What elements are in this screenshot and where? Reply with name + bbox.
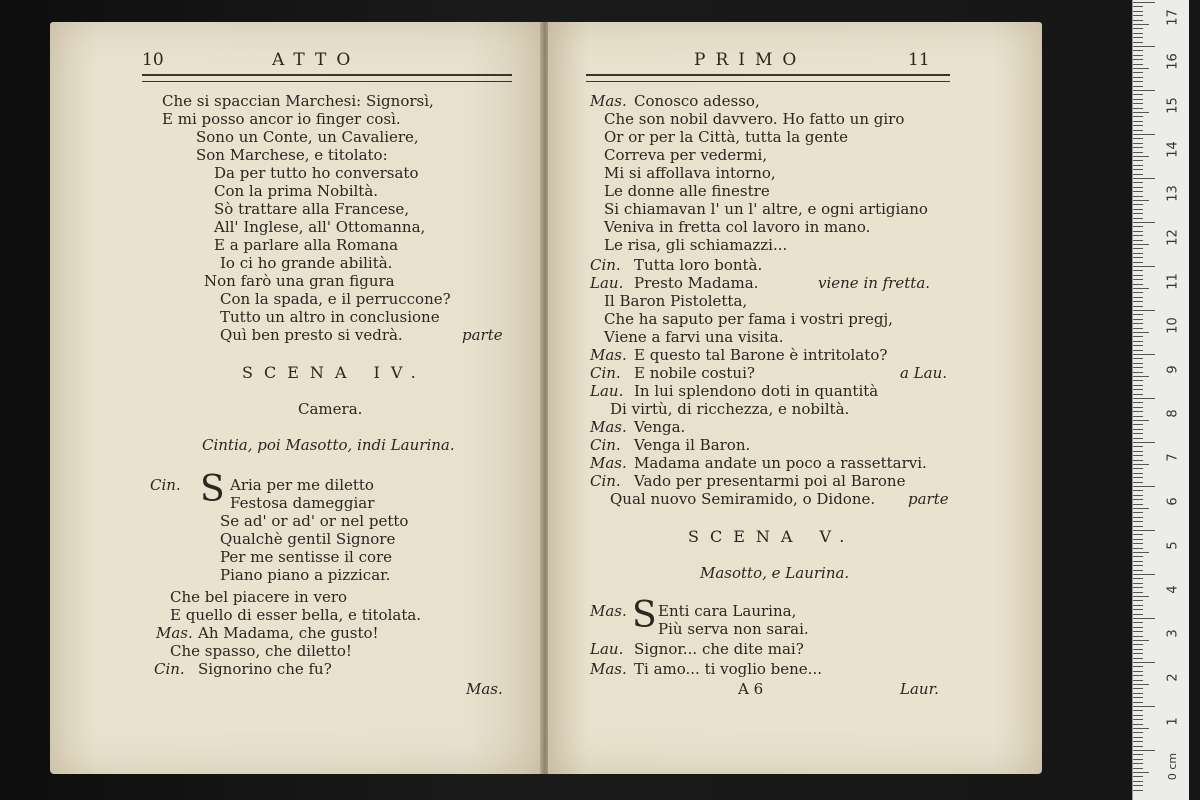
ruler-tick bbox=[1133, 680, 1143, 681]
ruler-number: 3 bbox=[1165, 629, 1181, 638]
dialogue-line: Ah Madama, che gusto! bbox=[198, 624, 379, 642]
running-head: ATTO bbox=[272, 50, 361, 70]
ruler-tick bbox=[1133, 592, 1143, 593]
ruler-tick bbox=[1133, 209, 1143, 210]
aria-line: Aria per me diletto bbox=[230, 476, 374, 494]
measuring-ruler bbox=[1132, 0, 1189, 800]
ruler-tick bbox=[1133, 675, 1143, 676]
ruler-tick bbox=[1133, 776, 1143, 777]
ruler-number: 10 bbox=[1165, 317, 1181, 334]
verse-line: E quello di esser bella, e titolata. bbox=[170, 606, 422, 624]
ruler-tick bbox=[1133, 6, 1143, 7]
ruler-tick bbox=[1133, 288, 1149, 289]
ruler-tick bbox=[1133, 548, 1143, 549]
ruler-tick bbox=[1133, 517, 1143, 518]
ruler-tick bbox=[1133, 314, 1143, 315]
speaker-label: Lau. bbox=[590, 640, 624, 658]
verse-line: Che bel piacere in vero bbox=[170, 588, 348, 606]
verse-line: Son Marchese, e titolato: bbox=[196, 146, 388, 164]
speaker-label: Cin. bbox=[590, 256, 621, 274]
dialogue-line: Venga. bbox=[634, 418, 686, 436]
ruler-tick bbox=[1133, 147, 1143, 148]
ruler-tick bbox=[1133, 697, 1143, 698]
ruler-tick bbox=[1133, 416, 1143, 417]
dialogue-line: Tutta loro bontà. bbox=[634, 256, 763, 274]
ruler-number: 1 bbox=[1165, 717, 1181, 726]
ruler-tick bbox=[1133, 636, 1143, 637]
ruler-unit: 0 cm bbox=[1166, 752, 1180, 781]
verse-line: All' Inglese, all' Ottomanna, bbox=[214, 218, 426, 236]
ruler-tick bbox=[1133, 341, 1143, 342]
ruler-tick bbox=[1133, 402, 1143, 403]
aria-line: Piano piano a pizzicar. bbox=[220, 566, 391, 584]
ruler-tick bbox=[1133, 103, 1143, 104]
ruler-tick bbox=[1133, 182, 1143, 183]
ruler-tick bbox=[1133, 710, 1143, 711]
header-rule bbox=[142, 74, 512, 82]
ruler-tick bbox=[1133, 688, 1143, 689]
dialogue-line: Venga il Baron. bbox=[634, 436, 751, 454]
speaker-label: Mas. bbox=[590, 454, 627, 472]
verse-line: Non farò una gran figura bbox=[204, 272, 395, 290]
verse-line: E mi posso ancor io finger così. bbox=[162, 110, 401, 128]
ruler-tick bbox=[1133, 152, 1143, 153]
drop-cap: S bbox=[632, 595, 657, 636]
ruler-tick bbox=[1133, 125, 1143, 126]
ruler-tick bbox=[1133, 631, 1143, 632]
ruler-tick bbox=[1133, 486, 1155, 487]
ruler-number: 5 bbox=[1165, 541, 1181, 550]
ruler-tick bbox=[1133, 345, 1143, 346]
ruler-tick bbox=[1133, 526, 1143, 527]
ruler-tick bbox=[1133, 204, 1143, 205]
ruler-tick bbox=[1133, 781, 1143, 782]
ruler-tick bbox=[1133, 534, 1143, 535]
dialogue-line: Che spasso, che diletto! bbox=[170, 642, 352, 660]
verse-line: Da per tutto ho conversato bbox=[214, 164, 419, 182]
ruler-tick bbox=[1133, 490, 1143, 491]
ruler-tick bbox=[1133, 446, 1143, 447]
catchword: Mas. bbox=[466, 680, 503, 698]
header-rule bbox=[586, 74, 950, 82]
ruler-tick bbox=[1133, 134, 1155, 135]
scene-location: Camera. bbox=[298, 400, 363, 418]
ruler-tick bbox=[1133, 442, 1155, 443]
ruler-tick bbox=[1133, 596, 1149, 597]
ruler-tick bbox=[1133, 323, 1143, 324]
aria-line: Se ad' or ad' or nel petto bbox=[220, 512, 409, 530]
ruler-tick bbox=[1133, 570, 1143, 571]
ruler-tick bbox=[1133, 59, 1143, 60]
ruler-tick bbox=[1133, 20, 1143, 21]
dialogue-line: Più serva non sarai. bbox=[658, 620, 809, 638]
dialogue-line: In lui splendono doti in quantità bbox=[634, 382, 879, 400]
ruler-tick bbox=[1133, 306, 1143, 307]
dialogue-line: Signor... che dite mai? bbox=[634, 640, 804, 658]
ruler-tick bbox=[1133, 741, 1143, 742]
dialogue-line: Presto Madama. bbox=[634, 274, 759, 292]
dialogue-line: Signorino che fu? bbox=[198, 660, 332, 678]
dialogue-line: Le risa, gli schiamazzi... bbox=[604, 236, 788, 254]
ruler-tick bbox=[1133, 715, 1143, 716]
ruler-tick bbox=[1133, 724, 1143, 725]
ruler-tick bbox=[1133, 200, 1149, 201]
ruler-tick bbox=[1133, 222, 1155, 223]
scene-title: SCENA IV. bbox=[242, 363, 427, 382]
speaker-label: Mas. bbox=[590, 602, 627, 620]
ruler-tick bbox=[1133, 737, 1143, 738]
ruler-number: 4 bbox=[1165, 585, 1181, 594]
speaker-label: Lau. bbox=[590, 274, 624, 292]
speaker-label: Lau. bbox=[590, 382, 624, 400]
ruler-tick bbox=[1133, 561, 1143, 562]
ruler-tick bbox=[1133, 482, 1143, 483]
ruler-tick bbox=[1133, 156, 1149, 157]
ruler-tick bbox=[1133, 94, 1143, 95]
ruler-tick bbox=[1133, 86, 1143, 87]
ruler-tick bbox=[1133, 512, 1143, 513]
speaker-label: Mas. bbox=[156, 624, 193, 642]
ruler-number: 15 bbox=[1165, 97, 1181, 114]
ruler-tick bbox=[1133, 666, 1143, 667]
ruler-tick bbox=[1133, 600, 1143, 601]
ruler-tick bbox=[1133, 284, 1143, 285]
scene-title: SCENA V. bbox=[688, 527, 856, 546]
dialogue-line: Si chiamavan l' un l' altre, e ogni artigiano bbox=[604, 200, 928, 218]
ruler-tick bbox=[1133, 319, 1143, 320]
ruler-tick bbox=[1133, 499, 1143, 500]
ruler-tick bbox=[1133, 385, 1143, 386]
ruler-tick bbox=[1133, 504, 1143, 505]
ruler-tick bbox=[1133, 358, 1143, 359]
ruler-tick bbox=[1133, 508, 1149, 509]
ruler-tick bbox=[1133, 464, 1149, 465]
ruler-number: 16 bbox=[1165, 53, 1181, 70]
ruler-number: 12 bbox=[1165, 229, 1181, 246]
ruler-tick bbox=[1133, 543, 1143, 544]
ruler-tick bbox=[1133, 279, 1143, 280]
ruler-tick bbox=[1133, 521, 1143, 522]
ruler-tick bbox=[1133, 240, 1143, 241]
ruler-tick bbox=[1133, 671, 1143, 672]
ruler-tick bbox=[1133, 187, 1143, 188]
ruler-tick bbox=[1133, 46, 1155, 47]
aria-line: Qualchè gentil Signore bbox=[220, 530, 396, 548]
ruler-tick bbox=[1133, 160, 1143, 161]
stage-direction: viene in fretta. bbox=[818, 274, 931, 292]
verse-line: Con la prima Nobiltà. bbox=[214, 182, 379, 200]
ruler-tick bbox=[1133, 785, 1143, 786]
ruler-tick bbox=[1133, 609, 1143, 610]
ruler-tick bbox=[1133, 477, 1143, 478]
dialogue-line: Veniva in fretta col lavoro in mano. bbox=[604, 218, 871, 236]
ruler-tick bbox=[1133, 565, 1143, 566]
ruler-tick bbox=[1133, 81, 1143, 82]
ruler-tick bbox=[1133, 587, 1143, 588]
ruler-tick bbox=[1133, 28, 1143, 29]
page-number: 11 bbox=[908, 50, 930, 70]
ruler-tick bbox=[1133, 270, 1143, 271]
dialogue-line: Le donne alle finestre bbox=[604, 182, 770, 200]
stage-direction: parte bbox=[462, 326, 503, 344]
ruler-tick bbox=[1133, 169, 1143, 170]
ruler-tick bbox=[1133, 649, 1143, 650]
ruler-tick bbox=[1133, 411, 1143, 412]
ruler-tick bbox=[1133, 644, 1143, 645]
ruler-number: 11 bbox=[1165, 273, 1181, 290]
ruler-tick bbox=[1133, 37, 1143, 38]
ruler-tick bbox=[1133, 64, 1143, 65]
ruler-tick bbox=[1133, 116, 1143, 117]
ruler-tick bbox=[1133, 424, 1143, 425]
ruler-tick bbox=[1133, 790, 1143, 791]
ruler-tick bbox=[1133, 354, 1155, 355]
ruler-tick bbox=[1133, 380, 1143, 381]
dialogue-line: Or or per la Città, tutta la gente bbox=[604, 128, 848, 146]
verse-line: Tutto un altro in conclusione bbox=[220, 308, 440, 326]
drop-cap: S bbox=[200, 469, 225, 510]
ruler-tick bbox=[1133, 350, 1143, 351]
speaker-label: Cin. bbox=[590, 472, 621, 490]
speaker-label: Cin. bbox=[150, 476, 181, 494]
dialogue-line: Il Baron Pistoletta, bbox=[604, 292, 748, 310]
ruler-tick bbox=[1133, 332, 1149, 333]
ruler-tick bbox=[1133, 266, 1155, 267]
ruler-tick bbox=[1133, 108, 1143, 109]
dialogue-line: Ti amo... ti voglio bene... bbox=[634, 660, 822, 678]
speaker-label: Cin. bbox=[590, 364, 621, 382]
page-number: 10 bbox=[142, 50, 164, 70]
ruler-tick bbox=[1133, 539, 1143, 540]
ruler-tick bbox=[1133, 174, 1143, 175]
ruler-tick bbox=[1133, 552, 1149, 553]
verse-line: Che si spaccian Marchesi: Signorsì, bbox=[162, 92, 434, 110]
ruler-tick bbox=[1133, 191, 1143, 192]
ruler-tick bbox=[1133, 627, 1143, 628]
ruler-tick bbox=[1133, 398, 1155, 399]
ruler-tick bbox=[1133, 719, 1143, 720]
ruler-tick bbox=[1133, 420, 1149, 421]
stage-direction: a Lau. bbox=[900, 364, 948, 382]
ruler-tick bbox=[1133, 732, 1143, 733]
ruler-tick bbox=[1133, 728, 1149, 729]
speaker-label: Mas. bbox=[590, 346, 627, 364]
dialogue-line: Mi si affollava intorno, bbox=[604, 164, 776, 182]
ruler-tick bbox=[1133, 578, 1143, 579]
ruler-tick bbox=[1133, 55, 1143, 56]
dialogue-line: E questo tal Barone è intritolato? bbox=[634, 346, 888, 364]
ruler-tick bbox=[1133, 121, 1143, 122]
ruler-number: 2 bbox=[1165, 673, 1181, 682]
scene-characters: Masotto, e Laurina. bbox=[700, 564, 850, 582]
ruler-tick bbox=[1133, 622, 1143, 623]
dialogue-line: Viene a farvi una visita. bbox=[604, 328, 784, 346]
ruler-number: 6 bbox=[1165, 497, 1181, 506]
verse-line: E a parlare alla Romana bbox=[214, 236, 399, 254]
dialogue-line: Che ha saputo per fama i vostri pregj, bbox=[604, 310, 893, 328]
ruler-tick bbox=[1133, 11, 1143, 12]
ruler-tick bbox=[1133, 24, 1149, 25]
ruler-tick bbox=[1133, 301, 1143, 302]
ruler-tick bbox=[1133, 763, 1143, 764]
ruler-tick bbox=[1133, 336, 1143, 337]
ruler-number: 9 bbox=[1165, 365, 1181, 374]
speaker-label: Mas. bbox=[590, 92, 627, 110]
ruler-tick bbox=[1133, 68, 1149, 69]
ruler-tick bbox=[1133, 468, 1143, 469]
speaker-label: Mas. bbox=[590, 418, 627, 436]
ruler-number: 17 bbox=[1165, 9, 1181, 26]
ruler-tick bbox=[1133, 235, 1143, 236]
ruler-tick bbox=[1133, 614, 1143, 615]
ruler-tick bbox=[1133, 72, 1143, 73]
dialogue-line: Enti cara Laurina, bbox=[658, 602, 797, 620]
ruler-tick bbox=[1133, 178, 1155, 179]
ruler-tick bbox=[1133, 33, 1143, 34]
speaker-label: Mas. bbox=[590, 660, 627, 678]
ruler-tick bbox=[1133, 15, 1143, 16]
ruler-tick bbox=[1133, 292, 1143, 293]
ruler-tick bbox=[1133, 248, 1143, 249]
ruler-tick bbox=[1133, 77, 1143, 78]
ruler-tick bbox=[1133, 759, 1143, 760]
verse-line: Con la spada, e il perruccone? bbox=[220, 290, 451, 308]
dialogue-line: Conosco adesso, bbox=[634, 92, 760, 110]
ruler-tick bbox=[1133, 746, 1143, 747]
ruler-tick bbox=[1133, 90, 1155, 91]
ruler-tick bbox=[1133, 662, 1155, 663]
ruler-tick bbox=[1133, 702, 1143, 703]
ruler-tick bbox=[1133, 640, 1149, 641]
ruler-tick bbox=[1133, 451, 1143, 452]
ruler-tick bbox=[1133, 768, 1143, 769]
ruler-tick bbox=[1133, 275, 1143, 276]
ruler-tick bbox=[1133, 693, 1143, 694]
dialogue-line: Correva per vedermi, bbox=[604, 146, 768, 164]
ruler-tick bbox=[1133, 658, 1143, 659]
aria-line: Festosa dameggiar bbox=[230, 494, 375, 512]
ruler-tick bbox=[1133, 583, 1143, 584]
ruler-tick bbox=[1133, 394, 1143, 395]
ruler-tick bbox=[1133, 2, 1155, 3]
ruler-tick bbox=[1133, 618, 1155, 619]
verse-line: Quì ben presto si vedrà. bbox=[220, 326, 403, 344]
ruler-tick bbox=[1133, 297, 1143, 298]
ruler-tick bbox=[1133, 130, 1143, 131]
ruler-tick bbox=[1133, 556, 1143, 557]
ruler-tick bbox=[1133, 112, 1149, 113]
ruler-tick bbox=[1133, 706, 1155, 707]
ruler-tick bbox=[1133, 473, 1143, 474]
ruler-tick bbox=[1133, 754, 1143, 755]
ruler-tick bbox=[1133, 257, 1143, 258]
ruler-tick bbox=[1133, 389, 1143, 390]
ruler-tick bbox=[1133, 407, 1143, 408]
ruler-tick bbox=[1133, 653, 1143, 654]
signature-mark: A 6 bbox=[738, 680, 764, 698]
dialogue-line: Di virtù, di ricchezza, e nobiltà. bbox=[610, 400, 850, 418]
ruler-number: 14 bbox=[1165, 141, 1181, 158]
aria-line: Per me sentisse il core bbox=[220, 548, 393, 566]
dialogue-line: Vado per presentarmi poi al Barone bbox=[634, 472, 906, 490]
right-page bbox=[548, 22, 1042, 774]
ruler-tick bbox=[1133, 50, 1143, 51]
ruler-tick bbox=[1133, 226, 1143, 227]
ruler-tick bbox=[1133, 363, 1143, 364]
ruler-tick bbox=[1133, 143, 1143, 144]
ruler-tick bbox=[1133, 262, 1143, 263]
ruler-number: 8 bbox=[1165, 409, 1181, 418]
ruler-tick bbox=[1133, 213, 1143, 214]
ruler-tick bbox=[1133, 460, 1143, 461]
ruler-tick bbox=[1133, 42, 1143, 43]
ruler-tick bbox=[1133, 253, 1143, 254]
verse-line: Sono un Conte, un Cavaliere, bbox=[196, 128, 419, 146]
ruler-tick bbox=[1133, 99, 1143, 100]
dialogue-line: E nobile costui? bbox=[634, 364, 755, 382]
ruler-tick bbox=[1133, 750, 1155, 751]
ruler-number: 7 bbox=[1165, 453, 1181, 462]
scene-characters: Cintia, poi Masotto, indi Laurina. bbox=[202, 436, 455, 454]
verse-line: Io ci ho grande abilità. bbox=[220, 254, 393, 272]
speaker-label: Cin. bbox=[590, 436, 621, 454]
ruler-tick bbox=[1133, 165, 1143, 166]
verse-line: Sò trattare alla Francese, bbox=[214, 200, 410, 218]
ruler-tick bbox=[1133, 574, 1155, 575]
ruler-tick bbox=[1133, 429, 1143, 430]
ruler-tick bbox=[1133, 376, 1149, 377]
ruler-tick bbox=[1133, 438, 1143, 439]
left-page bbox=[50, 22, 542, 774]
ruler-tick bbox=[1133, 605, 1143, 606]
ruler-tick bbox=[1133, 310, 1155, 311]
ruler-tick bbox=[1133, 455, 1143, 456]
ruler-tick bbox=[1133, 196, 1143, 197]
ruler-tick bbox=[1133, 367, 1143, 368]
ruler-tick bbox=[1133, 138, 1143, 139]
running-head: PRIMO bbox=[694, 50, 807, 70]
dialogue-line: Che son nobil davvero. Ho fatto un giro bbox=[604, 110, 905, 128]
ruler-tick bbox=[1133, 684, 1149, 685]
ruler-tick bbox=[1133, 433, 1143, 434]
stage-direction: parte bbox=[908, 490, 949, 508]
speaker-label: Cin. bbox=[154, 660, 185, 678]
dialogue-line: Qual nuovo Semiramido, o Didone. bbox=[610, 490, 876, 508]
ruler-tick bbox=[1133, 244, 1149, 245]
ruler-tick bbox=[1133, 218, 1143, 219]
catchword: Laur. bbox=[900, 680, 939, 698]
dialogue-line: Madama andate un poco a rassettarvi. bbox=[634, 454, 927, 472]
ruler-tick bbox=[1133, 231, 1143, 232]
ruler-tick bbox=[1133, 530, 1155, 531]
ruler-tick bbox=[1133, 772, 1149, 773]
ruler-tick bbox=[1133, 372, 1143, 373]
ruler-number: 13 bbox=[1165, 185, 1181, 202]
ruler-tick bbox=[1133, 495, 1143, 496]
ruler-tick bbox=[1133, 328, 1143, 329]
